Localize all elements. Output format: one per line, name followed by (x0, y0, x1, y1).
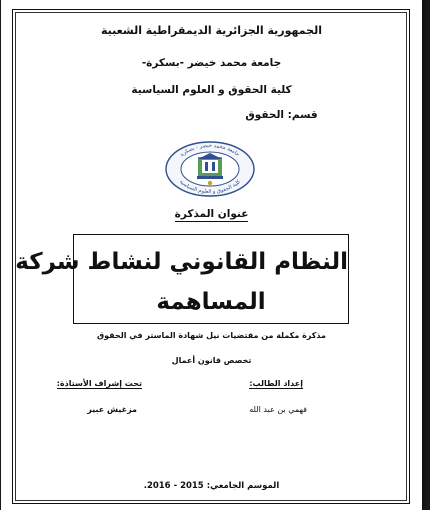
thesis-title-line-1: النظام القانوني لنشاط شركة (15, 249, 348, 275)
university-name: جامعة محمد خيضر -بسكرة- (141, 57, 282, 69)
academic-year: الموسم الجامعي: 2015 - 2016. (143, 481, 280, 491)
memo-statement: مذكرة مكملة من مقتضيات نيل شهادة الماستر في الحقوق (97, 331, 326, 340)
specialty: تخصص قانون أعمال (171, 356, 252, 365)
university-seal-icon (164, 140, 256, 198)
thesis-title-box (15, 234, 349, 324)
supervisor-label: تحت إشراف الأستاذة: (56, 379, 142, 388)
document-page (1, 0, 422, 510)
seal-ring-text-top: جامعة محمد خيضر - بسكرة (179, 142, 241, 158)
republic-heading: الجمهورية الجزائرية الديمقراطية الشعبية (101, 24, 322, 37)
prepared-by-label: إعداد الطالب: (249, 379, 303, 388)
seal-ring-text-bottom: كلية الحقوق و العلوم السياسية (178, 178, 242, 196)
thesis-title-line-2: المساهمة (156, 289, 266, 315)
faculty-name: كلية الحقوق و العلوم السياسية (131, 84, 292, 96)
supervisor-name: مزغيش عبير (87, 405, 137, 414)
student-name: فهمي بن عبد الله (249, 405, 307, 414)
thesis-title-label: عنوان المذكرة (174, 208, 249, 220)
department-name: قسم: الحقوق (245, 109, 318, 121)
